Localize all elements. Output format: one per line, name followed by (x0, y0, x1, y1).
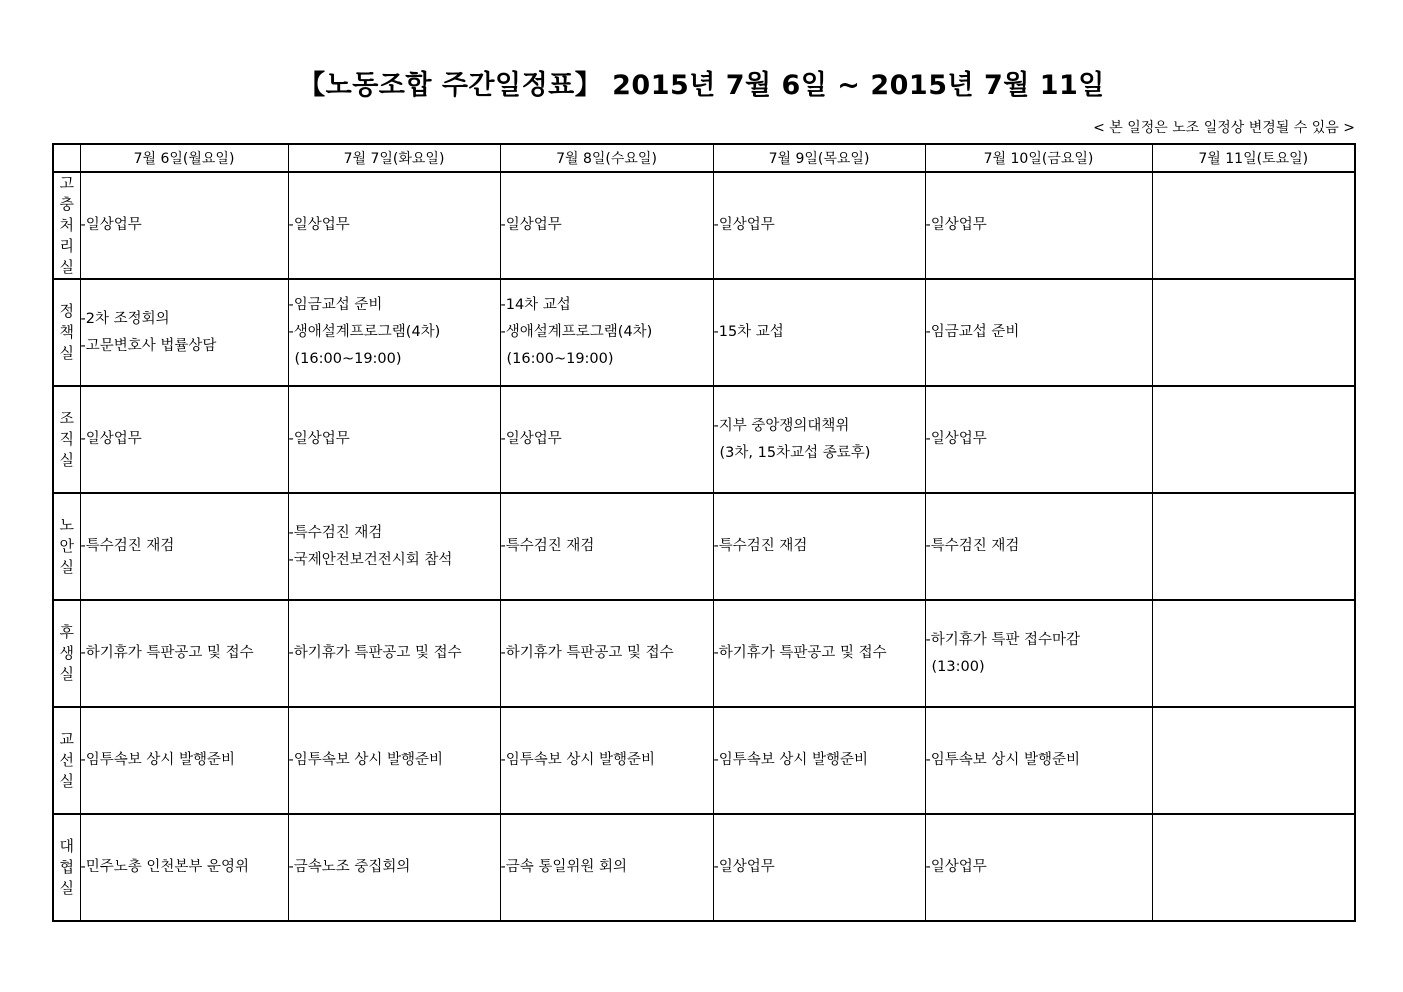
schedule-cell (925, 707, 1152, 814)
schedule-cell (288, 172, 500, 279)
schedule-entry: -일상업무 (713, 217, 775, 233)
department-char: 충 (59, 195, 74, 213)
department-char: 직 (59, 430, 74, 448)
schedule-entry: -일상업무 (80, 217, 142, 233)
department-label (53, 600, 80, 707)
schedule-cell (1152, 386, 1355, 493)
schedule-entry: -특수검진 재검 (288, 524, 383, 541)
department-char: 실 (59, 558, 74, 576)
schedule-cell (713, 279, 925, 386)
department-char: 처 (59, 216, 74, 234)
department-char: 책 (59, 323, 74, 341)
department-char: 대 (59, 837, 74, 855)
schedule-row (53, 493, 1355, 600)
schedule-entry: -특수검진 재검 (80, 538, 175, 554)
schedule-entry: -임투속보 상시 발행준비 (713, 752, 869, 768)
department-label (53, 386, 80, 493)
schedule-cell (713, 814, 925, 921)
schedule-cell (500, 279, 713, 386)
schedule-cell (1152, 707, 1355, 814)
schedule-entry: -특수검진 재검 (925, 538, 1020, 554)
schedule-cell (1152, 493, 1355, 600)
day-header: 7월 11일(토요일) (1152, 144, 1355, 172)
schedule-entry: -일상업무 (500, 217, 562, 233)
schedule-entry: -국제안전보건전시회 참석 (288, 551, 453, 568)
department-label (53, 493, 80, 600)
schedule-entry: -일상업무 (500, 431, 562, 447)
schedule-row (53, 279, 1355, 386)
schedule-row (53, 814, 1355, 921)
schedule-cell (80, 279, 288, 386)
schedule-entry: -하기휴가 특판공고 및 접수 (80, 645, 254, 661)
schedule-cell (713, 600, 925, 707)
schedule-cell (925, 493, 1152, 600)
department-char: 협 (59, 858, 74, 876)
schedule-entry: -지부 중앙쟁의대책위 (713, 417, 850, 434)
schedule-entry: -하기휴가 특판공고 및 접수 (500, 645, 674, 661)
schedule-cell (500, 600, 713, 707)
department-char: 실 (59, 879, 74, 897)
department-char: 실 (59, 451, 74, 469)
schedule-cell (288, 600, 500, 707)
schedule-row (53, 707, 1355, 814)
schedule-entry: -일상업무 (925, 431, 987, 447)
schedule-cell (288, 707, 500, 814)
schedule-entry: -2차 조정회의 (80, 310, 170, 327)
schedule-entry: -15차 교섭 (713, 324, 784, 340)
schedule-entry: (3차, 15차교섭 종료후) (719, 444, 871, 461)
schedule-cell (80, 707, 288, 814)
schedule-entry: -특수검진 재검 (500, 538, 595, 554)
schedule-entry: -일상업무 (925, 217, 987, 233)
day-header: 7월 10일(금요일) (925, 144, 1152, 172)
department-char: 선 (59, 751, 74, 769)
schedule-cell (80, 493, 288, 600)
schedule-cell (500, 386, 713, 493)
schedule-entry: -금속노조 중집회의 (288, 859, 411, 875)
schedule-entry: -고문변호사 법률상담 (80, 337, 217, 354)
department-char: 조 (59, 409, 74, 427)
schedule-cell (500, 707, 713, 814)
department-label (53, 279, 80, 386)
header-row (53, 144, 1355, 172)
department-char: 노 (59, 516, 74, 534)
schedule-cell (288, 814, 500, 921)
schedule-cell (288, 279, 500, 386)
department-char: 실 (59, 344, 74, 362)
department-char: 안 (59, 537, 74, 555)
schedule-row (53, 172, 1355, 279)
department-char: 후 (59, 623, 74, 641)
schedule-cell (80, 600, 288, 707)
schedule-row (53, 386, 1355, 493)
department-char: 교 (59, 730, 74, 748)
schedule-entry: (16:00~19:00) (506, 351, 614, 367)
schedule-entry: -민주노총 인천본부 운영위 (80, 859, 250, 875)
corner-cell (53, 144, 80, 172)
schedule-entry: -생애설계프로그램(4차) (288, 324, 441, 340)
department-char: 고 (59, 174, 74, 192)
schedule-entry: -임금교섭 준비 (288, 297, 383, 313)
department-char: 실 (59, 772, 74, 790)
schedule-entry: -임금교섭 준비 (925, 324, 1020, 340)
department-label (53, 707, 80, 814)
schedule-body (53, 172, 1355, 921)
schedule-cell (925, 279, 1152, 386)
weekly-schedule-table (52, 143, 1356, 922)
day-header: 7월 8일(수요일) (500, 144, 713, 172)
schedule-cell (500, 172, 713, 279)
department-char: 생 (59, 644, 74, 662)
day-header: 7월 6일(월요일) (80, 144, 288, 172)
schedule-entry: -임투속보 상시 발행준비 (500, 752, 656, 768)
schedule-cell (1152, 814, 1355, 921)
schedule-entry: -임투속보 상시 발행준비 (925, 752, 1081, 768)
department-char: 정 (59, 302, 74, 320)
department-char: 실 (59, 258, 74, 276)
schedule-change-note: < 본 일정은 노조 일정상 변경될 수 있음 > (1093, 120, 1355, 136)
schedule-entry: -14차 교섭 (500, 297, 571, 313)
schedule-cell (925, 172, 1152, 279)
schedule-cell (713, 493, 925, 600)
schedule-entry: (13:00) (931, 658, 985, 675)
page-title: 【노동조합 주간일정표】 2015년 7월 6일 ~ 2015년 7월 11일 (298, 70, 1105, 101)
schedule-cell (925, 386, 1152, 493)
schedule-cell (1152, 279, 1355, 386)
schedule-entry: -하기휴가 특판 접수마감 (925, 631, 1081, 648)
schedule-entry: -일상업무 (925, 859, 987, 875)
day-header: 7월 7일(화요일) (288, 144, 500, 172)
schedule-cell (500, 493, 713, 600)
schedule-row (53, 600, 1355, 707)
schedule-cell (288, 493, 500, 600)
schedule-entry: -일상업무 (713, 859, 775, 875)
department-char: 리 (59, 237, 74, 255)
schedule-entry: -특수검진 재검 (713, 538, 808, 554)
schedule-entry: -하기휴가 특판공고 및 접수 (713, 645, 887, 661)
schedule-entry: -일상업무 (288, 431, 350, 447)
day-header: 7월 9일(목요일) (713, 144, 925, 172)
schedule-cell (80, 814, 288, 921)
schedule-cell (500, 814, 713, 921)
schedule-cell (80, 386, 288, 493)
department-label (53, 172, 80, 279)
schedule-entry: -하기휴가 특판공고 및 접수 (288, 645, 462, 661)
schedule-cell (1152, 172, 1355, 279)
schedule-entry: -임투속보 상시 발행준비 (288, 752, 444, 768)
schedule-cell (1152, 600, 1355, 707)
department-char: 실 (59, 665, 74, 683)
schedule-entry: -임투속보 상시 발행준비 (80, 752, 236, 768)
schedule-cell (925, 600, 1152, 707)
schedule-entry: -일상업무 (80, 431, 142, 447)
schedule-cell (713, 172, 925, 279)
schedule-cell (80, 172, 288, 279)
schedule-cell (713, 386, 925, 493)
schedule-entry: -일상업무 (288, 217, 350, 233)
schedule-entry: -금속 통일위원 회의 (500, 859, 628, 875)
schedule-entry: -생애설계프로그램(4차) (500, 324, 653, 340)
schedule-cell (713, 707, 925, 814)
schedule-cell (925, 814, 1152, 921)
schedule-entry: (16:00~19:00) (294, 351, 402, 367)
department-label (53, 814, 80, 921)
schedule-cell (288, 386, 500, 493)
